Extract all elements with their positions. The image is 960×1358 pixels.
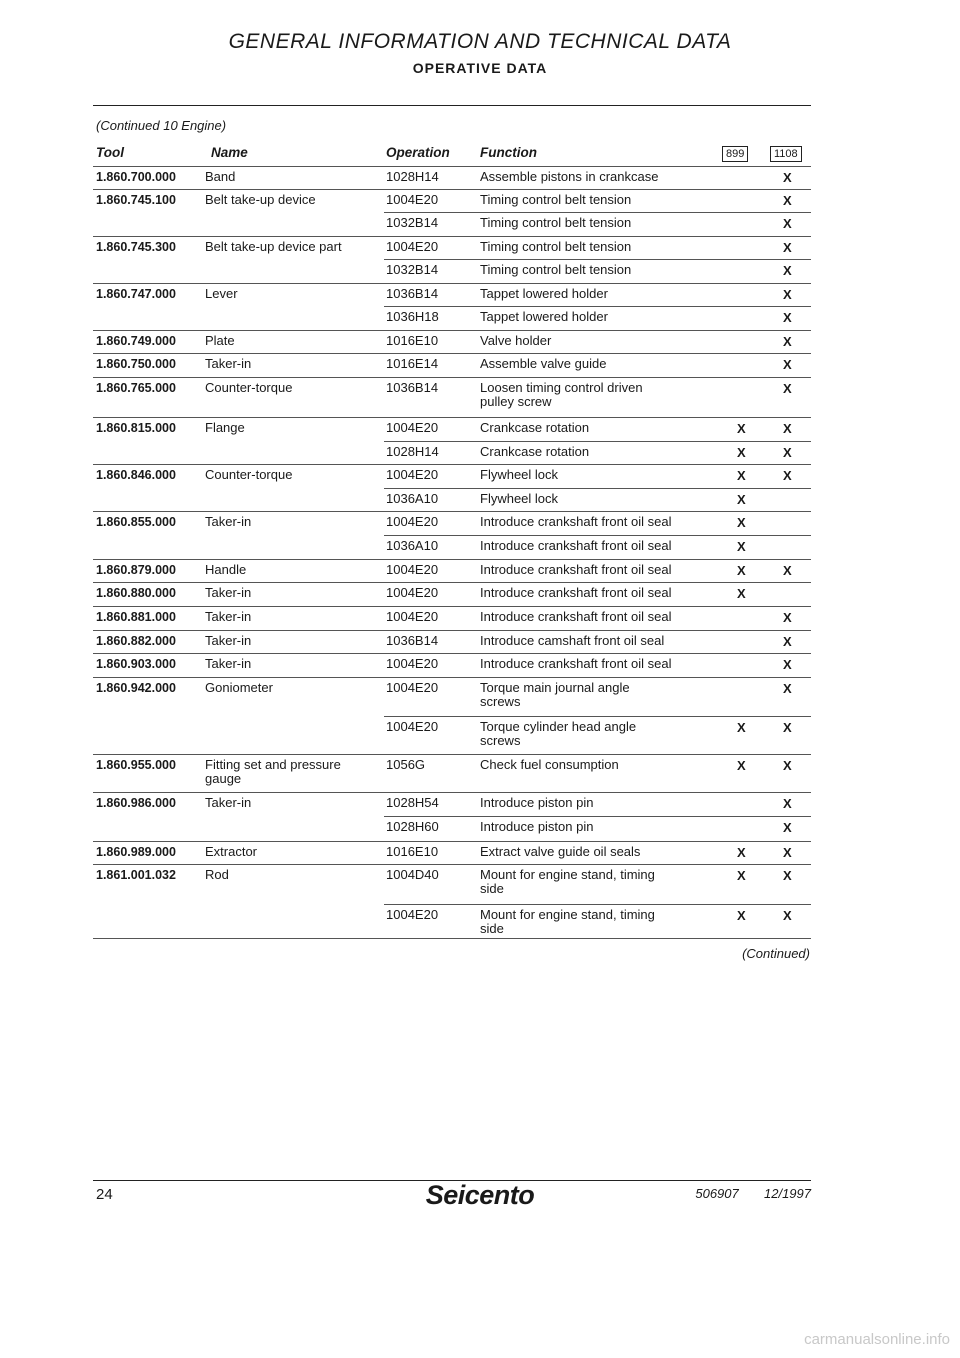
- version-1108-mark: X: [783, 845, 792, 860]
- version-1108-mark: X: [783, 820, 792, 835]
- version-1108-mark: X: [783, 216, 792, 231]
- function-text: Mount for engine stand, timing: [480, 867, 655, 882]
- version-1108-mark: X: [783, 796, 792, 811]
- row-separator: [93, 792, 811, 793]
- function-text: Tappet lowered holder: [480, 286, 608, 301]
- row-separator: [384, 441, 811, 442]
- row-separator: [384, 306, 811, 307]
- function-text: Mount for engine stand, timing: [480, 907, 655, 922]
- version-899-mark: X: [737, 445, 746, 460]
- version-1108-mark: X: [783, 634, 792, 649]
- version-1108-mark: X: [783, 263, 792, 278]
- tool-name: Fitting set and pressure: [205, 757, 341, 772]
- tool-name: Taker-in: [205, 633, 252, 648]
- version-1108-mark: X: [783, 610, 792, 625]
- function-text-continued: side: [480, 881, 504, 896]
- tool-code: 1.860.750.000: [96, 357, 176, 371]
- function-text-continued: side: [480, 921, 504, 936]
- version-1108-mark: X: [783, 657, 792, 672]
- tool-code: 1.860.955.000: [96, 758, 176, 772]
- version-1108-label: 1108: [770, 146, 802, 162]
- function-text: Flywheel lock: [480, 491, 559, 506]
- version-899-mark: X: [737, 758, 746, 773]
- function-text: Torque cylinder head angle: [480, 719, 637, 734]
- function-text: Timing control belt tension: [480, 192, 632, 207]
- function-text-continued: screws: [480, 694, 521, 709]
- function-text-continued: screws: [480, 733, 521, 748]
- version-899-label: 899: [722, 146, 748, 162]
- tool-name-continued: gauge: [205, 771, 242, 786]
- function-text: Introduce crankshaft front oil seal: [480, 538, 672, 553]
- version-899-mark: X: [737, 868, 746, 883]
- tool-name: Taker-in: [205, 356, 252, 371]
- row-separator: [93, 754, 811, 755]
- tool-name: Flange: [205, 420, 245, 435]
- tool-name: Taker-in: [205, 514, 252, 529]
- document-reference: [695, 1186, 811, 1201]
- column-header-operation: Operation: [386, 145, 450, 160]
- document-date: 12/1997: [764, 1186, 811, 1201]
- version-899-mark: X: [737, 468, 746, 483]
- version-899-mark: X: [737, 845, 746, 860]
- tool-name: Plate: [205, 333, 235, 348]
- version-899-mark: X: [737, 586, 746, 601]
- tool-code: 1.860.881.000: [96, 610, 176, 624]
- operation-code: 1016E10: [386, 844, 439, 859]
- operation-code: 1004E20: [386, 514, 439, 529]
- row-separator: [93, 417, 811, 418]
- function-text-continued: pulley screw: [480, 394, 552, 409]
- function-text: Assemble valve guide: [480, 356, 607, 371]
- tool-name: Counter-torque: [205, 467, 293, 482]
- row-separator: [384, 259, 811, 260]
- page-title: GENERAL INFORMATION AND TECHNICAL DATA: [228, 30, 732, 53]
- function-text: Torque main journal angle: [480, 680, 630, 695]
- operation-code: 1032B14: [386, 215, 439, 230]
- tool-name: Belt take-up device part: [205, 239, 342, 254]
- operation-code: 1028H60: [386, 819, 439, 834]
- tool-code: 1.860.745.300: [96, 240, 176, 254]
- row-separator: [93, 653, 811, 654]
- brand-logo: Seicento: [425, 1180, 535, 1210]
- top-divider: [93, 105, 811, 106]
- tool-name: Goniometer: [205, 680, 273, 695]
- tool-code: 1.860.745.100: [96, 193, 176, 207]
- tool-code: 1.860.989.000: [96, 845, 176, 859]
- row-separator: [93, 189, 811, 190]
- version-1108-mark: X: [783, 445, 792, 460]
- operation-code: 1004E20: [386, 562, 439, 577]
- function-text: Flywheel lock: [480, 467, 559, 482]
- function-text: Introduce crankshaft front oil seal: [480, 562, 672, 577]
- document-number: 506907: [695, 1186, 739, 1201]
- column-header-tool: Tool: [96, 145, 124, 160]
- tool-code: 1.860.882.000: [96, 634, 176, 648]
- tool-code: 1.860.700.000: [96, 170, 176, 184]
- section-note: (Continued 10 Engine): [96, 118, 227, 133]
- function-text: Crankcase rotation: [480, 444, 590, 459]
- version-1108-mark: X: [783, 240, 792, 255]
- operation-code: 1004D40: [386, 867, 439, 882]
- operation-code: 1036B14: [386, 286, 439, 301]
- watermark: carmanualsonline.info: [804, 1331, 950, 1348]
- function-text: Introduce crankshaft front oil seal: [480, 514, 672, 529]
- tool-name: Taker-in: [205, 585, 252, 600]
- row-separator: [93, 582, 811, 583]
- version-899-mark: X: [737, 720, 746, 735]
- tool-code: 1.860.846.000: [96, 468, 176, 482]
- row-separator: [93, 630, 811, 631]
- version-1108-mark: X: [783, 310, 792, 325]
- tool-name: Counter-torque: [205, 380, 293, 395]
- function-text: Introduce piston pin: [480, 819, 594, 834]
- operation-code: 1028H54: [386, 795, 439, 810]
- tool-code: 1.860.815.000: [96, 421, 176, 435]
- row-separator: [93, 677, 811, 678]
- tool-name: Taker-in: [205, 609, 252, 624]
- version-1108-mark: X: [783, 357, 792, 372]
- version-899-mark: X: [737, 908, 746, 923]
- row-separator: [93, 864, 811, 865]
- tool-name: Taker-in: [205, 795, 252, 810]
- operation-code: 1004E20: [386, 467, 439, 482]
- tool-code: 1.861.001.032: [96, 868, 176, 882]
- row-separator: [93, 559, 811, 560]
- tool-code: 1.860.855.000: [96, 515, 176, 529]
- version-1108-mark: X: [783, 908, 792, 923]
- tool-name: Rod: [205, 867, 229, 882]
- operation-code: 1004E20: [386, 239, 439, 254]
- operation-code: 1036H18: [386, 309, 439, 324]
- operation-code: 1004E20: [386, 585, 439, 600]
- row-separator: [93, 283, 811, 284]
- column-header-name: Name: [211, 145, 248, 160]
- version-1108-mark: X: [783, 758, 792, 773]
- version-1108-mark: X: [783, 421, 792, 436]
- function-text: Introduce crankshaft front oil seal: [480, 585, 672, 600]
- bottom-divider: [93, 938, 811, 939]
- row-separator: [93, 841, 811, 842]
- row-separator: [384, 535, 811, 536]
- row-separator: [93, 236, 811, 237]
- operation-code: 1036A10: [386, 491, 439, 506]
- row-separator: [384, 212, 811, 213]
- function-text: Introduce camshaft front oil seal: [480, 633, 665, 648]
- column-header-function: Function: [480, 145, 537, 160]
- tool-code: 1.860.903.000: [96, 657, 176, 671]
- tool-code: 1.860.879.000: [96, 563, 176, 577]
- tool-code: 1.860.747.000: [96, 287, 176, 301]
- operation-code: 1056G: [386, 757, 426, 772]
- page-number: 24: [96, 1186, 113, 1203]
- version-1108-mark: X: [783, 868, 792, 883]
- row-separator: [93, 330, 811, 331]
- function-text: Introduce piston pin: [480, 795, 594, 810]
- row-separator: [384, 488, 811, 489]
- operation-code: 1004E20: [386, 719, 439, 734]
- operation-code: 1036B14: [386, 380, 439, 395]
- tool-name: Extractor: [205, 844, 258, 859]
- function-text: Valve holder: [480, 333, 552, 348]
- operation-code: 1028H14: [386, 169, 439, 184]
- continued-note: (Continued): [742, 946, 810, 961]
- function-text: Introduce crankshaft front oil seal: [480, 609, 672, 624]
- function-text: Introduce crankshaft front oil seal: [480, 656, 672, 671]
- operation-code: 1004E20: [386, 192, 439, 207]
- tool-code: 1.860.986.000: [96, 796, 176, 810]
- version-899-mark: X: [737, 515, 746, 530]
- function-text: Extract valve guide oil seals: [480, 844, 641, 859]
- version-1108-mark: X: [783, 334, 792, 349]
- function-text: Crankcase rotation: [480, 420, 590, 435]
- function-text: Timing control belt tension: [480, 262, 632, 277]
- version-1108-mark: X: [783, 170, 792, 185]
- row-separator: [93, 166, 811, 167]
- row-separator: [93, 606, 811, 607]
- tool-code: 1.860.765.000: [96, 381, 176, 395]
- row-separator: [93, 511, 811, 512]
- version-1108-mark: X: [783, 287, 792, 302]
- version-899-mark: X: [737, 563, 746, 578]
- row-separator: [93, 464, 811, 465]
- version-1108-mark: X: [783, 193, 792, 208]
- page-subtitle: OPERATIVE DATA: [412, 60, 548, 76]
- operation-code: 1004E20: [386, 907, 439, 922]
- version-1108-mark: X: [783, 720, 792, 735]
- operation-code: 1004E20: [386, 609, 439, 624]
- operation-code: 1016E10: [386, 333, 439, 348]
- operation-code: 1004E20: [386, 656, 439, 671]
- function-text: Timing control belt tension: [480, 215, 632, 230]
- function-text: Check fuel consumption: [480, 757, 619, 772]
- row-separator: [384, 816, 811, 817]
- tool-name: Lever: [205, 286, 238, 301]
- operation-code: 1036A10: [386, 538, 439, 553]
- function-text: Loosen timing control driven: [480, 380, 643, 395]
- version-1108-mark: X: [783, 563, 792, 578]
- tool-name: Band: [205, 169, 236, 184]
- operation-code: 1004E20: [386, 420, 439, 435]
- version-899-mark: X: [737, 539, 746, 554]
- function-text: Assemble pistons in crankcase: [480, 169, 659, 184]
- function-text: Tappet lowered holder: [480, 309, 608, 324]
- tool-code: 1.860.942.000: [96, 681, 176, 695]
- row-separator: [93, 353, 811, 354]
- operation-code: 1028H14: [386, 444, 439, 459]
- row-separator: [384, 716, 811, 717]
- version-899-mark: X: [737, 421, 746, 436]
- version-899-mark: X: [737, 492, 746, 507]
- tool-code: 1.860.880.000: [96, 586, 176, 600]
- tool-name: Taker-in: [205, 656, 252, 671]
- row-separator: [384, 904, 811, 905]
- row-separator: [93, 377, 811, 378]
- version-1108-mark: X: [783, 468, 792, 483]
- operation-code: 1032B14: [386, 262, 439, 277]
- operation-code: 1004E20: [386, 680, 439, 695]
- operation-code: 1016E14: [386, 356, 439, 371]
- version-1108-mark: X: [783, 381, 792, 396]
- tool-code: 1.860.749.000: [96, 334, 176, 348]
- tool-name: Belt take-up device: [205, 192, 316, 207]
- version-1108-mark: X: [783, 681, 792, 696]
- function-text: Timing control belt tension: [480, 239, 632, 254]
- tool-name: Handle: [205, 562, 247, 577]
- operation-code: 1036B14: [386, 633, 439, 648]
